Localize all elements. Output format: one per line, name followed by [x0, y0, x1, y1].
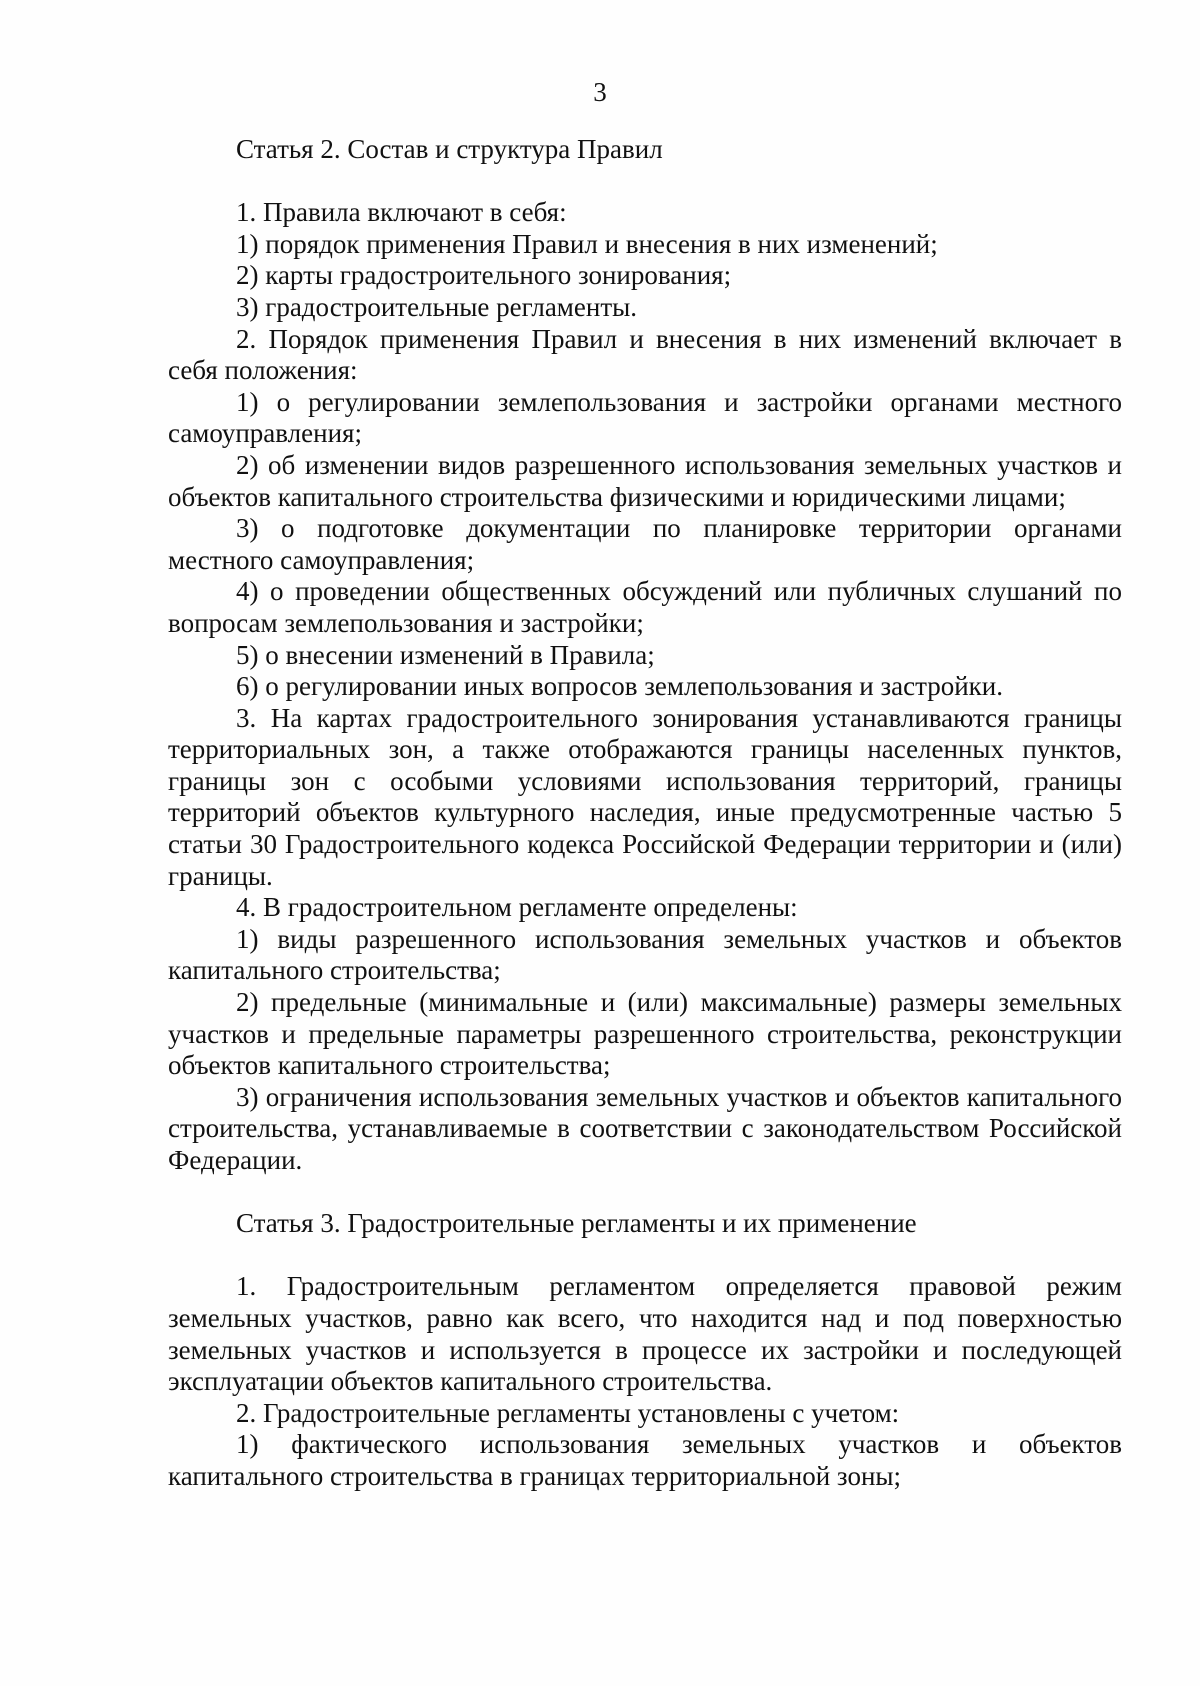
page-number: 3 — [593, 77, 607, 107]
paragraph: 3) о подготовке документации по планировке территории органами местного самоуправления; — [168, 513, 1122, 575]
paragraph: 3) градостроительные регламенты. — [236, 291, 638, 322]
paragraph: 6) о регулировании иных вопросов землепользования и застройки. — [236, 671, 1003, 702]
paragraph: 1) фактического использования земельных участков и объектов капитального строительства в границах территориальной зоны; — [168, 1429, 1122, 1491]
paragraph: 3. На картах градостроительного зонирования устанавливаются границы территориальных зон, а также отображаются границы населенных пунктов, границы зон с особыми условиями использования территорий, границы территорий объектов культурного наследия, иные предусмотренные частью 5 статьи 30 Градостроительного кодекса Российской Федерации территории и (или) границы. — [168, 702, 1122, 891]
paragraph: 5) о внесении изменений в Правила; — [236, 639, 655, 670]
paragraph: 2) карты градостроительного зонирования; — [236, 260, 732, 291]
paragraph: 1) о регулировании землепользования и застройки органами местного самоуправления; — [168, 386, 1122, 449]
paragraph: 2) об изменении видов разрешенного использования земельных участков и объектов капитального строительства физическими и юридическими лицами; — [168, 449, 1122, 512]
paragraph: 3) ограничения использования земельных участков и объектов капитального строительства, устанавливаемые в соответствии с законодательством Российской Федерации. — [168, 1081, 1122, 1175]
paragraph: 2. Порядок применения Правил и внесения в них изменений включает в себя положения: — [168, 323, 1122, 386]
article-2-heading: Статья 2. Состав и структура Правил — [236, 134, 663, 164]
paragraph: 1. Правила включают в себя: — [236, 197, 567, 228]
article-3-heading: Статья 3. Градостроительные регламенты и их применение — [236, 1208, 917, 1239]
paragraph: 4. В градостроительном регламенте определены: — [236, 892, 798, 923]
document-body — [168, 134, 1122, 1493]
paragraph: 2) предельные (минимальные и (или) максимальные) размеры земельных участков и предельные параметры разрешенного строительства, реконструкции объектов капитального строительства; — [168, 987, 1122, 1081]
article-2-body — [168, 197, 1122, 1176]
paragraph: 2. Градостроительные регламенты установлены с учетом: — [236, 1397, 900, 1428]
paragraph: 1) виды разрешенного использования земельных участков и объектов капитального строительства; — [168, 923, 1122, 986]
paragraph: 4) о проведении общественных обсуждений или публичных слушаний по вопросам землепользования и застройки; — [168, 576, 1122, 638]
paragraph: 1. Градостроительным регламентом определяется правовой режим земельных участков, равно как всего, что находится над и под поверхностью земельных участков и используется в процессе их застройки и последующей эксплуатации объектов капитального строительства. — [168, 1271, 1122, 1397]
paragraph: 1) порядок применения Правил и внесения в них изменений; — [236, 228, 938, 259]
article-3-body — [168, 1271, 1122, 1492]
